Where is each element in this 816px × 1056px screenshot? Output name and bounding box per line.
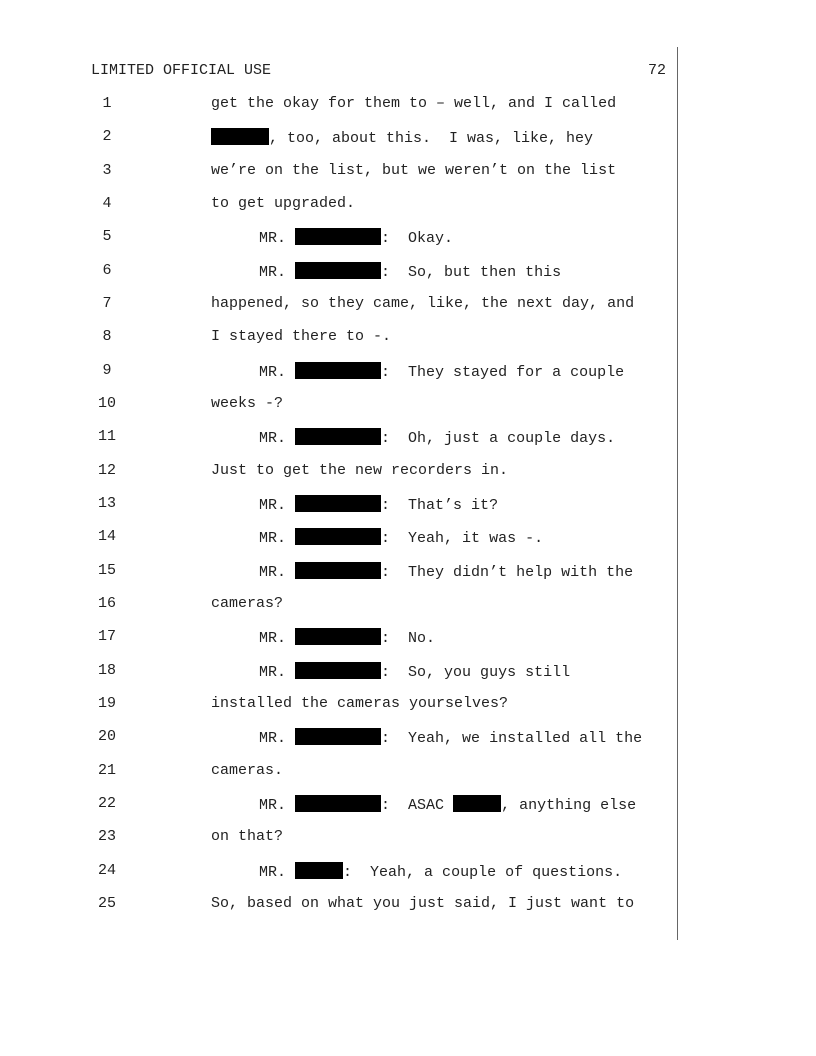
speaker-line: MR. : That’s it? <box>259 497 499 514</box>
speaker-prefix: MR. <box>259 530 287 547</box>
transcript-line <box>0 195 680 217</box>
transcript-line <box>0 528 680 550</box>
redaction-block <box>453 795 501 812</box>
speaker-line: MR. : Yeah, we installed all the <box>259 730 643 747</box>
transcript-line <box>0 595 680 617</box>
transcript-line <box>0 262 680 284</box>
line-number: 18 <box>97 662 116 679</box>
line-number: 17 <box>97 628 116 645</box>
line-number: 2 <box>102 128 112 145</box>
transcript-line <box>0 562 680 584</box>
transcript-line <box>0 828 680 850</box>
speaker-line: MR. : Yeah, it was -. <box>259 530 544 547</box>
line-text: to get upgraded. <box>211 195 356 212</box>
line-number: 7 <box>102 295 112 312</box>
transcript-line <box>0 228 680 250</box>
speaker-prefix: MR. <box>259 264 287 281</box>
speaker-prefix: MR. <box>259 564 287 581</box>
line-text: we’re on the list, but we weren’t on the list <box>211 162 617 179</box>
line-text: cameras. <box>211 762 284 779</box>
speaker-prefix: MR. <box>259 664 287 681</box>
line-number: 9 <box>102 362 112 379</box>
transcript-line <box>0 162 680 184</box>
speaker-prefix: MR. <box>259 864 287 881</box>
redaction-block <box>295 862 343 879</box>
line-number: 8 <box>102 328 112 345</box>
transcript-line <box>0 462 680 484</box>
transcript-line <box>0 495 680 517</box>
line-number: 19 <box>97 695 116 712</box>
speaker-line: MR. : Yeah, a couple of questions. <box>259 864 623 881</box>
speaker-line: MR. : They didn’t help with the <box>259 564 634 581</box>
transcript-line <box>0 95 680 117</box>
speaker-line: MR. : So, you guys still <box>259 664 571 681</box>
line-text: So, based on what you just said, I just want to <box>211 895 635 912</box>
redaction-block <box>295 228 381 245</box>
line-text: weeks -? <box>211 395 284 412</box>
line-number: 24 <box>97 862 116 879</box>
line-text: cameras? <box>211 595 284 612</box>
line-number: 23 <box>97 828 116 845</box>
redaction-block <box>295 495 381 512</box>
speaker-prefix: MR. <box>259 797 287 814</box>
redaction-block <box>295 728 381 745</box>
line-number: 13 <box>97 495 116 512</box>
line-number: 12 <box>97 462 116 479</box>
speaker-prefix: MR. <box>259 230 287 247</box>
page-number: 72 <box>647 62 666 79</box>
line-text: Just to get the new recorders in. <box>211 462 509 479</box>
line-text: happened, so they came, like, the next day, and <box>211 295 635 312</box>
redaction-block <box>295 562 381 579</box>
line-number: 11 <box>97 428 116 445</box>
speaker-prefix: MR. <box>259 430 287 447</box>
speaker-prefix: MR. <box>259 730 287 747</box>
redaction-block <box>295 262 381 279</box>
line-text: I stayed there to -. <box>211 328 392 345</box>
speaker-prefix: MR. <box>259 630 287 647</box>
transcript-line <box>0 295 680 317</box>
redaction-block <box>211 128 269 145</box>
line-number: 4 <box>102 195 112 212</box>
speaker-line: MR. : So, but then this <box>259 264 562 281</box>
transcript-line <box>0 128 680 150</box>
transcript-line <box>0 428 680 450</box>
line-number: 5 <box>102 228 112 245</box>
line-number: 21 <box>97 762 116 779</box>
line-number: 20 <box>97 728 116 745</box>
redaction-block <box>295 528 381 545</box>
transcript-line <box>0 395 680 417</box>
line-number: 6 <box>102 262 112 279</box>
transcript-line <box>0 862 680 884</box>
line-number: 14 <box>97 528 116 545</box>
transcript-line <box>0 795 680 817</box>
transcript-line <box>0 695 680 717</box>
transcript-line <box>0 628 680 650</box>
line-number: 25 <box>97 895 116 912</box>
redaction-block <box>295 795 381 812</box>
redaction-block <box>295 628 381 645</box>
line-number: 3 <box>102 162 112 179</box>
line-number: 22 <box>97 795 116 812</box>
transcript-line <box>0 728 680 750</box>
line-text: , too, about this. I was, like, hey <box>211 128 593 147</box>
redaction-block <box>295 362 381 379</box>
line-number: 15 <box>97 562 116 579</box>
speaker-line: MR. : They stayed for a couple <box>259 364 625 381</box>
speaker-line: MR. : Oh, just a couple days. <box>259 430 616 447</box>
line-text: on that? <box>211 828 284 845</box>
transcript-line <box>0 362 680 384</box>
speaker-prefix: MR. <box>259 497 287 514</box>
redaction-block <box>295 662 381 679</box>
line-number: 16 <box>97 595 116 612</box>
speaker-line: MR. : ASAC , anything else <box>259 797 637 814</box>
speaker-line: MR. : Okay. <box>259 230 454 247</box>
line-number: 1 <box>102 95 112 112</box>
speaker-line: MR. : No. <box>259 630 436 647</box>
line-text: get the okay for them to – well, and I called <box>211 95 617 112</box>
transcript-line <box>0 662 680 684</box>
transcript-line <box>0 895 680 917</box>
speaker-prefix: MR. <box>259 364 287 381</box>
redaction-block <box>295 428 381 445</box>
line-number: 10 <box>97 395 116 412</box>
classification-header: LIMITED OFFICIAL USE <box>91 62 272 79</box>
transcript-line <box>0 328 680 350</box>
line-text: installed the cameras yourselves? <box>211 695 509 712</box>
transcript-line <box>0 762 680 784</box>
